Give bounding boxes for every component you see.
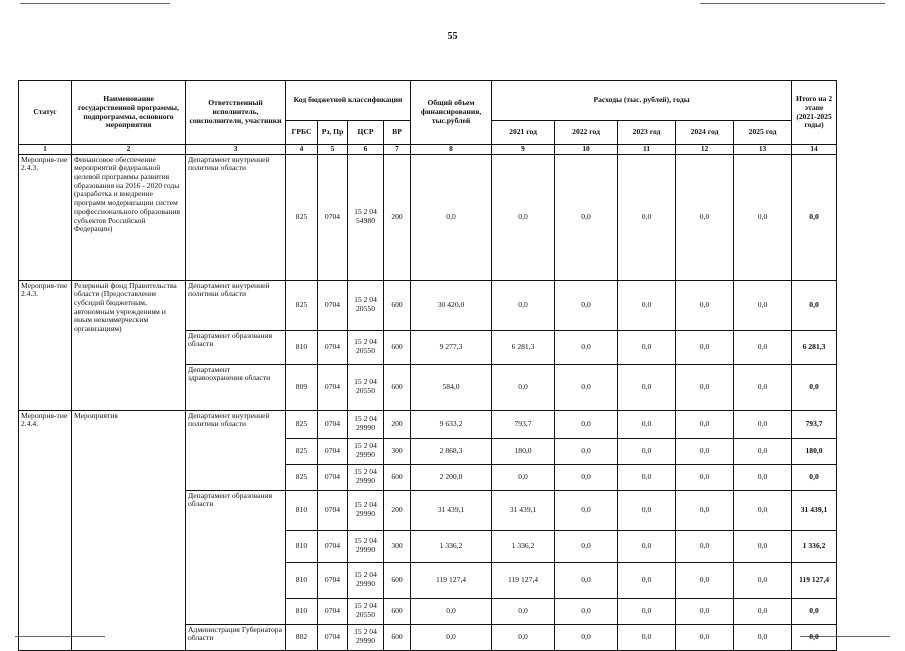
table-row (19, 154, 837, 280)
stage-total-cell: 1 336,2 (792, 530, 837, 562)
y2021-cell: 0,0 (492, 154, 555, 280)
total-cell: 31 439,1 (411, 490, 492, 530)
column-number: 1 (19, 145, 72, 155)
top-edge-line-right (700, 3, 885, 4)
rzpr-cell: 0704 (318, 562, 348, 598)
column-number: 5 (318, 145, 348, 155)
y2025-cell: 0,0 (734, 280, 792, 330)
total-cell: 1 336,2 (411, 530, 492, 562)
vr-cell: 300 (384, 438, 411, 464)
total-cell: 0,0 (411, 624, 492, 650)
y2023-cell: 0,0 (618, 490, 676, 530)
y2021-cell: 6 281,3 (492, 330, 555, 364)
vr-cell: 600 (384, 464, 411, 490)
y2023-cell: 0,0 (618, 464, 676, 490)
header-executor: Ответственный исполнитель, соисполнители, участники (186, 81, 286, 145)
total-cell: 2 868,3 (411, 438, 492, 464)
column-number: 11 (618, 145, 676, 155)
header-expenses: Расходы (тыс. рублей), годы (492, 81, 792, 121)
y2023-cell: 0,0 (618, 364, 676, 410)
header-stage-total: Итого на 2 этапе (2021-2025 годы) (792, 81, 837, 145)
column-number: 7 (384, 145, 411, 155)
csr-cell: 15 2 04 29990 (348, 562, 384, 598)
column-number: 12 (676, 145, 734, 155)
header-total-volume: Общий объем финансирования, тыс.рублей (411, 81, 492, 145)
y2024-cell: 0,0 (676, 624, 734, 650)
y2025-cell: 0,0 (734, 562, 792, 598)
grbs-cell: 809 (286, 364, 318, 410)
header-2025: 2025 год (734, 121, 792, 145)
name-cell: Резервный фонд Правительства области (Предоставление субсидий бюджетным, автономным учреждениям и иным некоммерческим организациям) (72, 280, 186, 410)
csr-cell: 15 2 04 20550 (348, 330, 384, 364)
vr-cell: 600 (384, 280, 411, 330)
stage-total-cell: 0,0 (792, 280, 837, 330)
csr-cell: 15 2 04 29990 (348, 624, 384, 650)
executor-cell: Департамент образования области (186, 490, 286, 624)
vr-cell: 200 (384, 490, 411, 530)
grbs-cell: 825 (286, 280, 318, 330)
y2024-cell: 0,0 (676, 562, 734, 598)
stage-total-cell: 793,7 (792, 410, 837, 438)
y2024-cell: 0,0 (676, 280, 734, 330)
csr-cell: 15 2 04 20550 (348, 364, 384, 410)
csr-cell: 15 2 04 29990 (348, 438, 384, 464)
y2023-cell: 0,0 (618, 280, 676, 330)
total-cell: 0,0 (411, 598, 492, 624)
y2021-cell: 1 336,2 (492, 530, 555, 562)
y2024-cell: 0,0 (676, 438, 734, 464)
y2023-cell: 0,0 (618, 624, 676, 650)
y2022-cell: 0,0 (555, 410, 618, 438)
y2025-cell: 0,0 (734, 364, 792, 410)
csr-cell: 15 2 04 29990 (348, 530, 384, 562)
y2024-cell: 0,0 (676, 364, 734, 410)
grbs-cell: 802 (286, 624, 318, 650)
y2021-cell: 31 439,1 (492, 490, 555, 530)
y2021-cell: 0,0 (492, 624, 555, 650)
y2025-cell: 0,0 (734, 330, 792, 364)
status-cell: Мероприя-тие 2.4.3. (19, 154, 72, 280)
y2022-cell: 0,0 (555, 154, 618, 280)
header-2023: 2023 год (618, 121, 676, 145)
vr-cell: 600 (384, 598, 411, 624)
name-cell: Финансовое обеспечение мероприятий федеральной целевой программы развития образования на 2016 - 2020 годы (разработка и внедрение программ модернизации систем профессионального образования субъектов Российской Федерации) (72, 154, 186, 280)
header-2022: 2022 год (555, 121, 618, 145)
stage-total-cell: 0,0 (792, 364, 837, 410)
y2022-cell: 0,0 (555, 490, 618, 530)
vr-cell: 300 (384, 530, 411, 562)
rzpr-cell: 0704 (318, 598, 348, 624)
y2021-cell: 0,0 (492, 364, 555, 410)
y2022-cell: 0,0 (555, 438, 618, 464)
header-csr: ЦСР (348, 121, 384, 145)
y2025-cell: 0,0 (734, 438, 792, 464)
column-number: 2 (72, 145, 186, 155)
rzpr-cell: 0704 (318, 438, 348, 464)
rzpr-cell: 0704 (318, 624, 348, 650)
y2023-cell: 0,0 (618, 438, 676, 464)
vr-cell: 600 (384, 330, 411, 364)
header-2021: 2021 год (492, 121, 555, 145)
y2024-cell: 0,0 (676, 464, 734, 490)
y2024-cell: 0,0 (676, 330, 734, 364)
rzpr-cell: 0704 (318, 490, 348, 530)
total-cell: 9 633,2 (411, 410, 492, 438)
y2024-cell: 0,0 (676, 530, 734, 562)
stage-total-cell: 0,0 (792, 154, 837, 280)
name-cell: Мероприятия (72, 410, 186, 650)
grbs-cell: 825 (286, 438, 318, 464)
executor-cell: Департамент образования области (186, 330, 286, 364)
y2025-cell: 0,0 (734, 410, 792, 438)
stage-total-cell: 180,0 (792, 438, 837, 464)
vr-cell: 600 (384, 562, 411, 598)
y2025-cell: 0,0 (734, 530, 792, 562)
column-number: 3 (186, 145, 286, 155)
grbs-cell: 825 (286, 464, 318, 490)
rzpr-cell: 0704 (318, 530, 348, 562)
column-number: 9 (492, 145, 555, 155)
stage-total-cell: 119 127,4 (792, 562, 837, 598)
y2025-cell: 0,0 (734, 598, 792, 624)
y2024-cell: 0,0 (676, 410, 734, 438)
stage-total-cell: 0,0 (792, 598, 837, 624)
header-rzpr: Рз, Пр (318, 121, 348, 145)
header-name: Наименование государственной программы, подпрограммы, основного мероприятия (72, 81, 186, 145)
rzpr-cell: 0704 (318, 280, 348, 330)
csr-cell: 15 2 04 20550 (348, 280, 384, 330)
y2021-cell: 119 127,4 (492, 562, 555, 598)
executor-cell: Департамент внутренней политики области (186, 280, 286, 330)
y2022-cell: 0,0 (555, 624, 618, 650)
y2023-cell: 0,0 (618, 410, 676, 438)
executor-cell: Департамент внутренней политики области (186, 154, 286, 280)
header-budget-code: Код бюджетной классификации (286, 81, 411, 121)
grbs-cell: 810 (286, 562, 318, 598)
vr-cell: 200 (384, 154, 411, 280)
vr-cell: 200 (384, 410, 411, 438)
total-cell: 9 277,3 (411, 330, 492, 364)
grbs-cell: 810 (286, 490, 318, 530)
column-number: 14 (792, 145, 837, 155)
y2022-cell: 0,0 (555, 562, 618, 598)
column-number: 4 (286, 145, 318, 155)
status-cell: Мероприя-тие 2.4.4. (19, 410, 72, 650)
stage-total-cell: 6 281,3 (792, 330, 837, 364)
grbs-cell: 825 (286, 154, 318, 280)
total-cell: 584,0 (411, 364, 492, 410)
column-number: 13 (734, 145, 792, 155)
y2024-cell: 0,0 (676, 598, 734, 624)
top-edge-line-left (20, 3, 170, 4)
y2025-cell: 0,0 (734, 154, 792, 280)
y2021-cell: 180,0 (492, 438, 555, 464)
csr-cell: 15 2 04 54980 (348, 154, 384, 280)
column-number-row (19, 145, 837, 155)
csr-cell: 15 2 04 29990 (348, 410, 384, 438)
rzpr-cell: 0704 (318, 330, 348, 364)
grbs-cell: 810 (286, 598, 318, 624)
csr-cell: 15 2 04 20550 (348, 598, 384, 624)
y2022-cell: 0,0 (555, 598, 618, 624)
rzpr-cell: 0704 (318, 154, 348, 280)
total-cell: 119 127,4 (411, 562, 492, 598)
grbs-cell: 825 (286, 410, 318, 438)
stage-total-cell: 0,0 (792, 624, 837, 650)
column-number: 8 (411, 145, 492, 155)
total-cell: 2 200,0 (411, 464, 492, 490)
rzpr-cell: 0704 (318, 464, 348, 490)
y2025-cell: 0,0 (734, 464, 792, 490)
header-vr: ВР (384, 121, 411, 145)
y2023-cell: 0,0 (618, 330, 676, 364)
header-grbs: ГРБС (286, 121, 318, 145)
grbs-cell: 810 (286, 530, 318, 562)
y2023-cell: 0,0 (618, 562, 676, 598)
rzpr-cell: 0704 (318, 364, 348, 410)
y2022-cell: 0,0 (555, 464, 618, 490)
stage-total-cell: 0,0 (792, 464, 837, 490)
status-cell: Мероприя-тие 2.4.3. (19, 280, 72, 410)
total-cell: 0,0 (411, 154, 492, 280)
column-number: 10 (555, 145, 618, 155)
y2022-cell: 0,0 (555, 330, 618, 364)
y2023-cell: 0,0 (618, 530, 676, 562)
y2024-cell: 0,0 (676, 154, 734, 280)
y2023-cell: 0,0 (618, 154, 676, 280)
y2022-cell: 0,0 (555, 530, 618, 562)
y2021-cell: 0,0 (492, 464, 555, 490)
executor-cell: Департамент внутренней политики области (186, 410, 286, 490)
csr-cell: 15 2 04 29990 (348, 464, 384, 490)
table-row (19, 280, 837, 330)
y2023-cell: 0,0 (618, 598, 676, 624)
header-status: Статус (19, 81, 72, 145)
table-row (19, 410, 837, 438)
vr-cell: 600 (384, 364, 411, 410)
y2022-cell: 0,0 (555, 364, 618, 410)
grbs-cell: 810 (286, 330, 318, 364)
executor-cell: Департамент здравоохранения области (186, 364, 286, 410)
total-cell: 30 420,0 (411, 280, 492, 330)
stage-total-cell: 31 439,1 (792, 490, 837, 530)
y2021-cell: 0,0 (492, 598, 555, 624)
rzpr-cell: 0704 (318, 410, 348, 438)
y2025-cell: 0,0 (734, 490, 792, 530)
y2021-cell: 0,0 (492, 280, 555, 330)
csr-cell: 15 2 04 29990 (348, 490, 384, 530)
executor-cell: Администрация Губернатора области (186, 624, 286, 650)
header-2024: 2024 год (676, 121, 734, 145)
y2024-cell: 0,0 (676, 490, 734, 530)
y2025-cell: 0,0 (734, 624, 792, 650)
page-number: 55 (447, 31, 458, 42)
budget-table (18, 80, 837, 651)
y2021-cell: 793,7 (492, 410, 555, 438)
y2022-cell: 0,0 (555, 280, 618, 330)
column-number: 6 (348, 145, 384, 155)
vr-cell: 600 (384, 624, 411, 650)
